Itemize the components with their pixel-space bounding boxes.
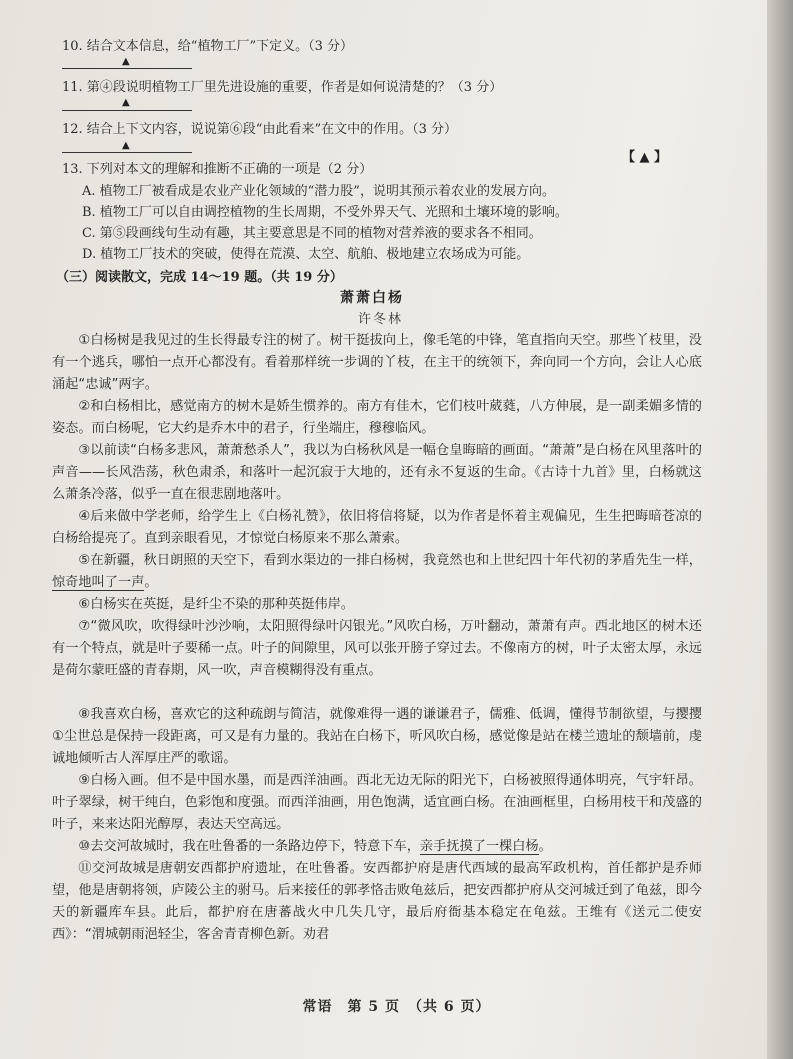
answer-mark: ▲ (122, 56, 130, 67)
page-edge-shadow (767, 0, 793, 1059)
question-13: 13. 下列对本文的理解和推断不正确的一项是（2 分） (62, 162, 373, 177)
paragraph-8: ⑧我喜欢白杨，喜欢它的这种疏朗与简洁，就像难得一遇的谦谦君子，儒雅、低调，懂得节制欲望，与撄撄①尘世总是保持一段距离，可又是有力量的。我站在白杨下，听风吹白杨，感觉像是站在楼兰遗址的颓墙前，虔诚地倾听古人浑厚庄严的歌谣。 (52, 707, 702, 766)
option-d: D. 植物工厂技术的突破，使得在荒漠、太空、航舶、极地建立农场成为可能。 (82, 247, 530, 262)
paragraph-5 (52, 550, 702, 594)
answer-line (62, 110, 192, 111)
paragraph-10-text: ⑩去交河故城时，我在吐鲁番的一条路边停下，特意下车， (78, 839, 420, 854)
answer-line (62, 68, 192, 69)
paragraph-5-text: ⑤在新疆，秋日朗照的天空下，看到水渠边的一排白杨树，我竟然也和上世纪四十年代初的茅盾先生一样， (78, 553, 702, 568)
answer-bracket: 【 ▲ 】 (622, 150, 668, 165)
paragraph-5-end: 。 (144, 575, 158, 590)
page-footer: 常语 第 5 页 （共 6 页） (302, 999, 491, 1015)
question-12: 12. 结合上下文内容，说说第⑥段“由此看来”在文中的作用。（3 分） (62, 122, 458, 137)
paragraph-10-end: 。 (538, 839, 552, 854)
answer-mark: ▲ (122, 97, 130, 108)
paragraph-7: ⑦“微风吹，吹得绿叶沙沙响，太阳照得绿叶闪银光。”风吹白杨，万叶翻动，萧萧有声。西北地区的树木还有一个特点，就是叶子要稀一点。叶子的间隙里，风可以张开膀子穿过去。不像南方的树，叶子太密太厚，永远是荷尔蒙旺盛的青春期，风一吹，声音模糊得没有重点。 (52, 619, 702, 678)
article-title: 萧萧白杨 (340, 290, 404, 306)
option-b: B. 植物工厂可以自由调控植物的生长周期，不受外界天气、光照和土壤环境的影响。 (82, 205, 568, 220)
question-11: 11. 第④段说明植物工厂里先进设施的重要，作者是如何说清楚的？（3 分） (62, 80, 503, 95)
paragraph-4: ④后来做中学老师，给学生上《白杨礼赞》，依旧将信将疑，以为作者是怀着主观偏见，生生把晦暗苍凉的白杨给提亮了。直到亲眼看见，才惊觉白杨原来不那么萧索。 (52, 509, 702, 546)
question-10: 10. 结合文本信息，给“植物工厂”下定义。（3 分） (62, 39, 354, 54)
answer-line (62, 152, 192, 153)
section-heading: （三）阅读散文，完成 14～19 题。（共 19 分） (56, 270, 343, 285)
paragraph-11: ⑪交河故城是唐朝安西都护府遗址，在吐鲁番。安西都护府是唐代西域的最高军政机构，首任都护是乔师望，他是唐朝将领，庐陵公主的驸马。后来接任的郭孝恪击败龟兹后，把安西都护府从交河城迁到了龟兹，即今天的新疆库车县。此后，都护府在唐蕃战火中几失几守，最后府衙基本稳定在龟兹。王维有《送元二使安西》：“渭城朝雨浥轻尘，客舍青青柳色新。劝君 (52, 861, 702, 942)
paragraph-10 (52, 836, 702, 858)
underlined-phrase: 亲手抚摸了一棵白杨 (419, 839, 539, 854)
underlined-phrase: 惊奇地叫了一声 (52, 575, 145, 590)
article-author: 许冬林 (358, 312, 404, 327)
paragraph-2: ②和白杨相比，感觉南方的树木是娇生惯养的。南方有佳木，它们枝叶葳蕤，八方伸展，是一副柔媚多情的姿态。而白杨呢，它大约是乔木中的君子，行坐端庄，穆穆临风。 (52, 399, 702, 436)
option-c: C. 第⑤段画线句生动有趣，其主要意思是不同的植物对营养液的要求各不相同。 (82, 226, 542, 241)
paragraph-6: ⑥白杨实在英挺，是纤尘不染的那种英挺伟岸。 (78, 597, 354, 612)
paragraph-1: ①白杨树是我见过的生长得最专注的树了。树干挺拔向上，像毛笔的中锋，笔直指向天空。那些丫枝里，没有一个逃兵，哪怕一点开心都没有。看着那样统一步调的丫枝，在主干的统领下，奔向同一个方向，会让人心底涌起“忠诚”两字。 (52, 333, 702, 392)
answer-mark: ▲ (122, 140, 130, 151)
paragraph-9: ⑨白杨入画。但不是中国水墨，而是西洋油画。西北无边无际的阳光下，白杨被照得通体明亮，气宇轩昂。叶子翠绿，树干纯白，色彩饱和度强。而西洋油画，用色饱满，适宜画白杨。在油画框里，白杨用枝干和茂盛的叶子，来来达阳光醇厚，表达天空高远。 (52, 773, 702, 832)
paragraph-3: ③以前读“白杨多悲风，萧萧愁杀人”，我以为白杨秋风是一幅仓皇晦暗的画面。“萧萧”是白杨在风里落叶的声音——长风浩荡，秋色肃杀，和落叶一起沉寂于大地的，还有永不复返的生命。《古诗十九首》里，白杨就这么萧条冷落，似乎一直在很悲剧地落叶。 (52, 443, 702, 502)
option-a: A. 植物工厂被看成是农业产业化领域的“潜力股”，说明其预示着农业的发展方向。 (82, 184, 555, 199)
